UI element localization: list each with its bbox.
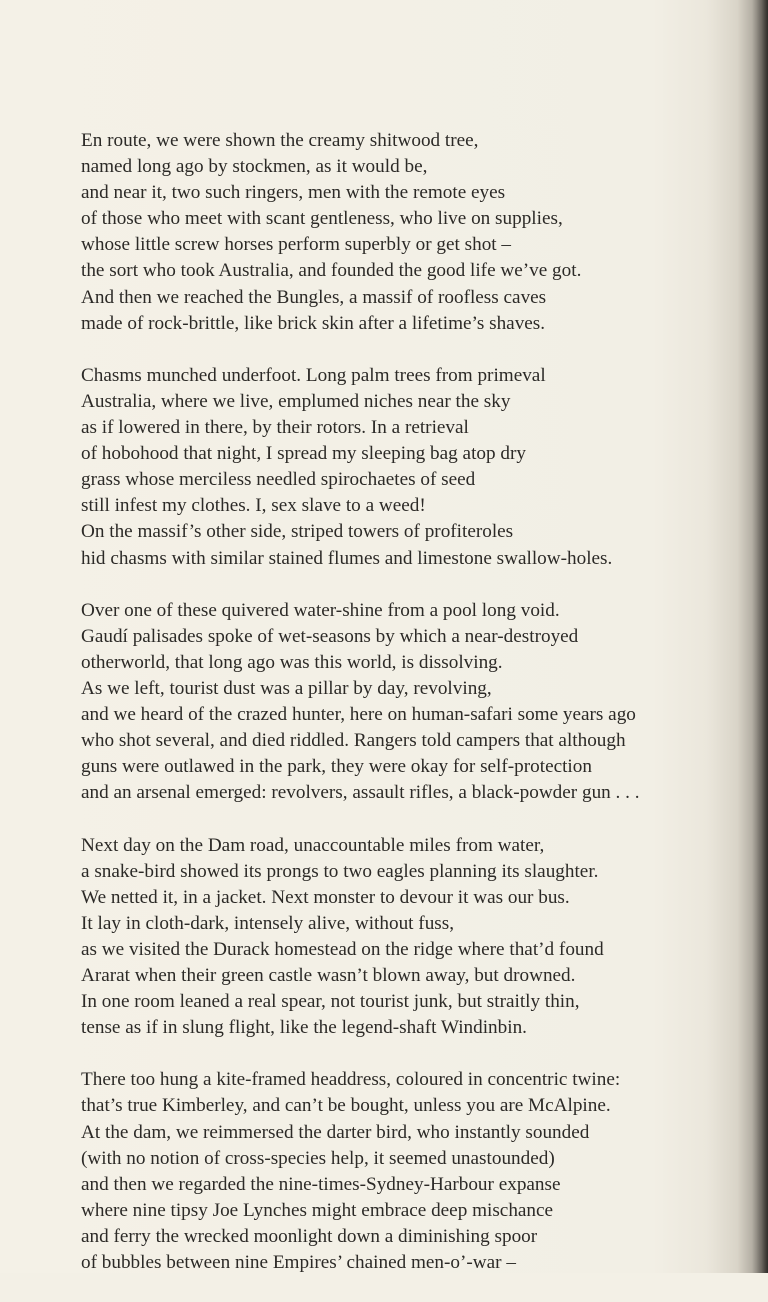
- poem-line: a snake-bird showed its prongs to two eagles planning its slaughter.: [81, 860, 599, 882]
- poem-line: Chasms munched underfoot. Long palm trees from primeval: [81, 364, 546, 386]
- poem-line: and then we regarded the nine-times-Sydney-Harbour expanse: [81, 1173, 561, 1195]
- poem-line: We netted it, in a jacket. Next monster to devour it was our bus.: [81, 886, 570, 908]
- poem-line: and an arsenal emerged: revolvers, assault rifles, a black-powder gun . . .: [81, 782, 640, 804]
- poem-line: who shot several, and died riddled. Rangers told campers that although: [81, 730, 626, 752]
- poem-line: It lay in cloth-dark, intensely alive, without fuss,: [81, 912, 455, 934]
- stanza-1: [81, 128, 731, 337]
- poem-line: named long ago by stockmen, as it would be,: [81, 156, 428, 178]
- stanza-4: [81, 833, 731, 1042]
- poem-line: hid chasms with similar stained flumes and limestone swallow-holes.: [81, 547, 613, 569]
- poem-line: In one room leaned a real spear, not tourist junk, but straitly thin,: [81, 991, 580, 1013]
- poem-text: [81, 128, 731, 1302]
- poem-line: Ararat when their green castle wasn’t blown away, but drowned.: [81, 965, 576, 986]
- poem-line: of bubbles between nine Empires’ chained men-o’-war –: [81, 1252, 516, 1274]
- stanza-5: [81, 1067, 731, 1276]
- poem-line: otherworld, that long ago was this world, is dissolving.: [81, 651, 503, 673]
- poem-line: On the massif’s other side, striped towers of profiteroles: [81, 521, 514, 543]
- page-gutter-shadow: [752, 0, 768, 1273]
- poem-line: Next day on the Dam road, unaccountable miles from water,: [81, 834, 545, 856]
- poem-line: As we left, tourist dust was a pillar by day, revolving,: [81, 677, 492, 699]
- poem-line: and near it, two such ringers, men with the remote eyes: [81, 182, 506, 204]
- poem-line: as we visited the Durack homestead on the ridge where that’d found: [81, 938, 604, 960]
- stanza-3: [81, 598, 731, 807]
- poem-line: Gaudí palisades spoke of wet-seasons by which a near-destroyed: [81, 625, 579, 647]
- poem-line: where nine tipsy Joe Lynches might embrace deep mischance: [81, 1199, 554, 1221]
- stanza-2: [81, 363, 731, 572]
- poem-line: and we heard of the crazed hunter, here on human-safari some years ago: [81, 704, 636, 726]
- poem-line: At the dam, we reimmersed the darter bird, who instantly sounded: [81, 1121, 590, 1143]
- poem-line: En route, we were shown the creamy shitwood tree,: [81, 130, 479, 151]
- poem-line: made of rock-brittle, like brick skin after a lifetime’s shaves.: [81, 312, 546, 334]
- poem-line: tense as if in slung flight, like the legend-shaft Windinbin.: [81, 1017, 527, 1039]
- poem-line: and ferry the wrecked moonlight down a diminishing spoor: [81, 1225, 538, 1247]
- poem-line: that’s true Kimberley, and can’t be bought, unless you are McAlpine.: [81, 1095, 611, 1117]
- poem-line: of those who meet with scant gentleness, who live on supplies,: [81, 208, 563, 230]
- poem-line: (with no notion of cross-species help, it seemed unastounded): [81, 1147, 555, 1169]
- poem-line: of hobohood that night, I spread my sleeping bag atop dry: [81, 443, 526, 465]
- poem-line: grass whose merciless needled spirochaetes of seed: [81, 469, 476, 491]
- poem-line: whose little screw horses perform superbly or get shot –: [81, 234, 512, 256]
- poem-line: the sort who took Australia, and founded the good life we’ve got.: [81, 260, 582, 282]
- poem-line: And then we reached the Bungles, a massif of roofless caves: [81, 286, 547, 308]
- poem-line: Australia, where we live, emplumed niches near the sky: [81, 390, 511, 412]
- poem-line: as if lowered in there, by their rotors. In a retrieval: [81, 417, 469, 439]
- poem-line: Over one of these quivered water-shine from a pool long void.: [81, 599, 560, 621]
- poem-line: guns were outlawed in the park, they were okay for self-protection: [81, 756, 592, 778]
- poem-line: still infest my clothes. I, sex slave to a weed!: [81, 495, 426, 517]
- poem-line: There too hung a kite-framed headdress, coloured in concentric twine:: [81, 1069, 621, 1091]
